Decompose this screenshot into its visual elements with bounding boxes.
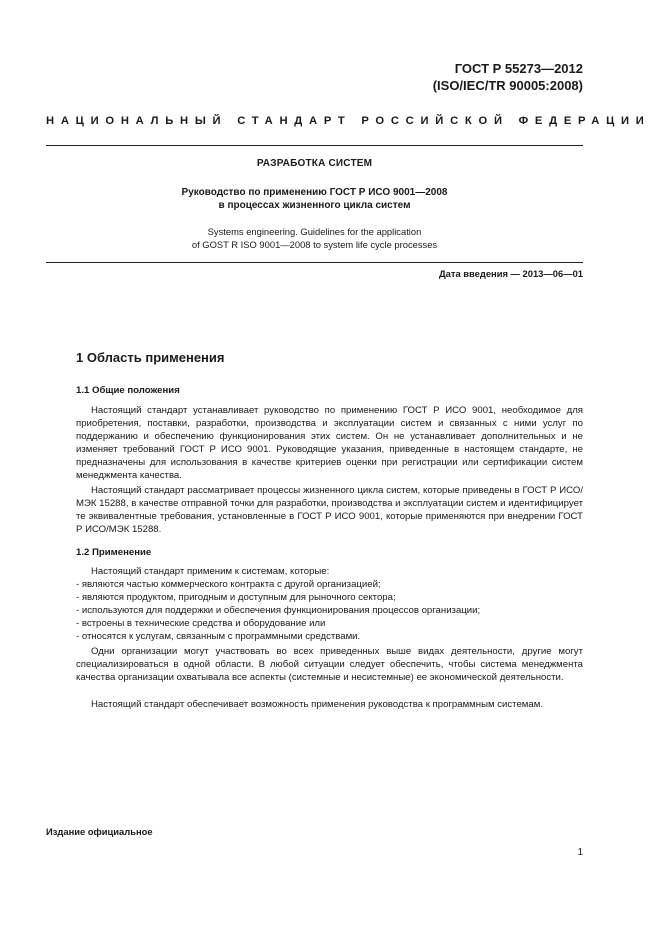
paragraph-general-1: Настоящий стандарт устанавливает руководство по применению ГОСТ Р ИСО 9001, необходимое для приобретения, поставки, разработки, производства и эксплуатации систем и связанных с ними услуг по поддержанию и обеспечению функционирования этих систем. Он не устанавливает дополнительных и не изменяет требований ГОСТ Р ИСО 9001. Руководящие указания, приведенные в настоящем стандарте, не предназначены для использования в качестве критериев оценки при регистрации или сертификации систем менеджмента качества.	[76, 405, 583, 482]
bottom-divider	[46, 262, 583, 263]
english-title	[46, 226, 583, 251]
paragraph-general-2: Настоящий стандарт рассматривает процессы жизненного цикла систем, которые приведены в ГОСТ Р ИСО/МЭК 15288, в качестве отправной точки для разработки, производства и эксплуатации систем и идентифицирует те эквивалентные требования, установленные в ГОСТ Р ИСО 9001, которые применяются при внедрении ГОСТ Р ИСО/МЭК 15288.	[76, 485, 583, 536]
document-title: РАЗРАБОТКА СИСТЕМ	[256, 158, 373, 169]
subsection-heading-application: 1.2 Применение	[76, 547, 152, 558]
list-item: - являются продуктом, пригодным и доступным для рыночного сектора;	[76, 592, 396, 604]
subsection-heading-general: 1.1 Общие положения	[76, 385, 180, 396]
english-title-line-2: of GOST R ISO 9001—2008 to system life cycle processes	[191, 238, 438, 250]
english-title-line-1: Systems engineering. Guidelines for the application	[207, 226, 422, 237]
list-item: - используются для поддержки и обеспечения функционирования процессов организации;	[76, 605, 481, 617]
subtitle-line-1: Руководство по применению ГОСТ Р ИСО 9001—2008	[181, 187, 448, 198]
paragraph-application-2: Одни организации могут участвовать во всех приведенных выше видах деятельности, другие могут специализироваться в одной области. В любой ситуации следует обеспечить, чтобы система менеджмента качества организации охватывала все аспекты (системные и несистемные) ее экономической деятельности.	[76, 646, 583, 684]
document-subtitle	[46, 186, 583, 212]
paragraph-application-intro: Настоящий стандарт применим к системам, которые:	[91, 566, 330, 577]
document-number-international: (ISO/IEC/TR 90005:2008)	[432, 78, 583, 93]
document-number: ГОСТ Р 55273—2012	[454, 61, 583, 76]
page-number: 1	[577, 847, 583, 858]
application-list	[76, 578, 583, 643]
document-code-block	[433, 60, 583, 94]
section-heading-scope: 1 Область применения	[76, 350, 225, 365]
list-item: - встроены в технические средства и оборудование или	[76, 618, 326, 630]
introduction-date: Дата введения — 2013—06—01	[438, 268, 583, 279]
subtitle-line-2: в процессах жизненного цикла систем	[218, 200, 411, 211]
list-item: - относятся к услугам, связанным с программными средствами.	[76, 631, 361, 643]
national-standard-banner: НАЦИОНАЛЬНЫЙ СТАНДАРТ РОССИЙСКОЙ ФЕДЕРАЦИИ	[46, 115, 651, 127]
top-divider	[46, 145, 583, 146]
official-edition-label: Издание официальное	[46, 826, 153, 837]
paragraph-application-3: Настоящий стандарт обеспечивает возможность применения руководства к программным системам.	[91, 699, 544, 710]
list-item: - являются частью коммерческого контракта с другой организацией;	[76, 579, 381, 590]
